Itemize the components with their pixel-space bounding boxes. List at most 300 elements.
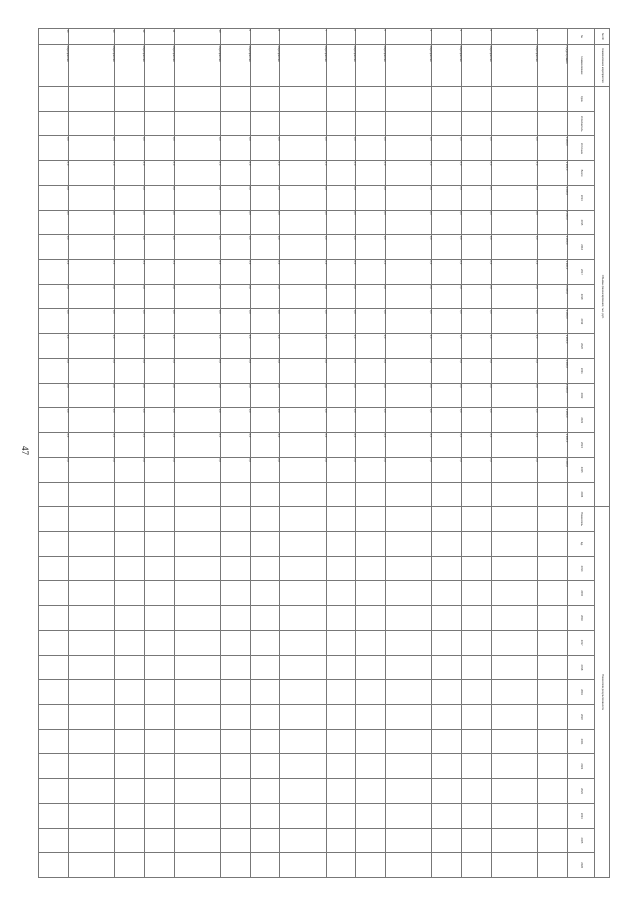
table-cell: 0,0 bbox=[432, 334, 462, 359]
indicator-cell bbox=[115, 853, 145, 878]
indicator-cell bbox=[144, 754, 174, 779]
table-cell: 0,0 bbox=[68, 235, 114, 260]
table-cell: 0,0 bbox=[174, 284, 220, 309]
table-cell: 0,0 bbox=[356, 457, 386, 482]
table-cell: 0,0 bbox=[144, 309, 174, 334]
indicator-cell bbox=[432, 853, 462, 878]
header-name: Наименование мероприятия bbox=[595, 45, 610, 87]
indicator-cell bbox=[356, 680, 386, 705]
table-cell: 1 200,0 bbox=[538, 210, 568, 235]
row-number: 3 bbox=[432, 29, 462, 45]
row-number: 4 bbox=[386, 29, 432, 45]
column-header: 2018 bbox=[568, 655, 595, 680]
table-cell: 1 200,0 bbox=[538, 185, 568, 210]
indicator-cell bbox=[326, 729, 356, 754]
table-cell bbox=[462, 87, 492, 112]
indicator-cell bbox=[174, 754, 220, 779]
indicator-cell bbox=[144, 507, 174, 532]
indicator-cell bbox=[39, 581, 69, 606]
column-header: 2023 bbox=[568, 779, 595, 804]
indicator-cell bbox=[432, 680, 462, 705]
column-header-num: № bbox=[568, 29, 595, 45]
table-cell: 0,0 bbox=[326, 433, 356, 458]
table-cell: 0,0 bbox=[462, 358, 492, 383]
table-cell bbox=[432, 111, 462, 136]
page-number: 47 bbox=[20, 446, 30, 455]
table-row bbox=[326, 29, 356, 878]
column-header: 2021 bbox=[568, 729, 595, 754]
indicator-cell bbox=[538, 606, 568, 631]
column-header: 2020 bbox=[568, 704, 595, 729]
table-row bbox=[220, 29, 250, 878]
table-cell: 0,0 bbox=[432, 358, 462, 383]
table-cell: 0,0 bbox=[280, 408, 326, 433]
indicator-cell bbox=[174, 853, 220, 878]
table-cell: 0,0 bbox=[39, 185, 69, 210]
table-cell: 0,0 bbox=[492, 457, 538, 482]
table-cell: 0,0 bbox=[174, 235, 220, 260]
table-cell: 0,0 bbox=[462, 408, 492, 433]
indicator-cell bbox=[356, 828, 386, 853]
table-cell: 0,0 bbox=[68, 408, 114, 433]
table-cell: 0,0 bbox=[220, 235, 250, 260]
indicator-cell bbox=[492, 704, 538, 729]
table-cell: 0,0 bbox=[39, 358, 69, 383]
table-cell bbox=[538, 111, 568, 136]
indicator-cell bbox=[115, 606, 145, 631]
column-header: Ед. bbox=[568, 531, 595, 556]
row-number bbox=[538, 29, 568, 45]
indicator-cell bbox=[220, 655, 250, 680]
indicator-cell bbox=[492, 630, 538, 655]
indicator-cell bbox=[280, 581, 326, 606]
indicator-cell bbox=[386, 482, 432, 507]
indicator-cell bbox=[432, 507, 462, 532]
indicator-cell bbox=[220, 680, 250, 705]
table-cell: 0,0 bbox=[220, 260, 250, 285]
indicator-cell bbox=[326, 704, 356, 729]
table-row bbox=[174, 29, 220, 878]
table-cell: 0,0 bbox=[144, 136, 174, 161]
indicator-cell bbox=[386, 630, 432, 655]
indicator-cell bbox=[432, 606, 462, 631]
indicator-cell bbox=[144, 482, 174, 507]
table-row bbox=[386, 29, 432, 878]
table-cell: 0,0 bbox=[115, 334, 145, 359]
row-number: 2 bbox=[462, 29, 492, 45]
table-cell: 0,0 bbox=[144, 235, 174, 260]
table-cell: 0,0 bbox=[250, 457, 280, 482]
indicator-cell bbox=[432, 581, 462, 606]
indicator-cell bbox=[538, 630, 568, 655]
table-cell: 0,0 bbox=[356, 284, 386, 309]
table-cell: 0,0 bbox=[39, 457, 69, 482]
indicator-cell bbox=[174, 630, 220, 655]
indicator-cell bbox=[39, 556, 69, 581]
indicator-cell bbox=[68, 581, 114, 606]
table-cell: 0,0 bbox=[492, 235, 538, 260]
indicator-cell bbox=[432, 482, 462, 507]
row-number: 7 bbox=[280, 29, 326, 45]
table-cell: 1 200,0 bbox=[538, 235, 568, 260]
indicator-cell bbox=[280, 606, 326, 631]
table-cell: 0,0 bbox=[39, 235, 69, 260]
table-cell: 0,0 bbox=[174, 161, 220, 186]
table-cell: 0,0 bbox=[326, 260, 356, 285]
table-cell: 0,0 bbox=[280, 136, 326, 161]
table-cell: 0,0 bbox=[115, 358, 145, 383]
table-cell: 1 200,0 bbox=[538, 358, 568, 383]
indicator-cell bbox=[68, 803, 114, 828]
indicator-cell bbox=[538, 507, 568, 532]
indicator-cell bbox=[68, 704, 114, 729]
table-cell: 0,0 bbox=[356, 260, 386, 285]
indicator-cell bbox=[432, 630, 462, 655]
table-cell: 0,0 bbox=[115, 136, 145, 161]
table-row bbox=[144, 29, 174, 878]
indicator-cell bbox=[326, 853, 356, 878]
indicator-cell bbox=[250, 531, 280, 556]
table-cell: 0,0 bbox=[326, 358, 356, 383]
indicator-cell bbox=[115, 754, 145, 779]
table-cell: 0,0 bbox=[432, 457, 462, 482]
table-cell: 0,0 bbox=[386, 210, 432, 235]
table-cell: 0,0 bbox=[280, 358, 326, 383]
column-header: 2016 bbox=[568, 606, 595, 631]
indicator-cell bbox=[386, 853, 432, 878]
table-cell: 0,0 bbox=[220, 185, 250, 210]
row-number: 6 bbox=[326, 29, 356, 45]
column-header: 2019 bbox=[568, 309, 595, 334]
indicator-cell bbox=[115, 531, 145, 556]
table-cell: 0,0 bbox=[68, 260, 114, 285]
indicator-cell bbox=[39, 853, 69, 878]
table-cell bbox=[432, 87, 462, 112]
indicator-cell bbox=[144, 680, 174, 705]
table-cell: 0,0 bbox=[115, 457, 145, 482]
indicator-cell bbox=[144, 779, 174, 804]
table-cell: 0,0 bbox=[250, 136, 280, 161]
indicator-cell bbox=[250, 779, 280, 804]
indicator-cell bbox=[432, 729, 462, 754]
indicator-cell bbox=[220, 581, 250, 606]
indicator-cell bbox=[280, 754, 326, 779]
row-name: Подпрограмма bbox=[538, 45, 568, 87]
indicator-cell bbox=[68, 754, 114, 779]
indicator-cell bbox=[250, 630, 280, 655]
table-cell: 0,0 bbox=[356, 210, 386, 235]
indicator-cell bbox=[115, 680, 145, 705]
indicator-cell bbox=[356, 729, 386, 754]
indicator-cell bbox=[39, 507, 69, 532]
table-cell: 0,0 bbox=[68, 210, 114, 235]
indicator-cell bbox=[115, 704, 145, 729]
table-cell: 0,0 bbox=[144, 260, 174, 285]
row-name: Мероприятие bbox=[68, 45, 114, 87]
table-cell bbox=[538, 87, 568, 112]
indicator-cell bbox=[538, 803, 568, 828]
indicator-cell bbox=[220, 803, 250, 828]
table-cell: 0,0 bbox=[220, 433, 250, 458]
indicator-cell bbox=[280, 680, 326, 705]
indicator-cell bbox=[492, 531, 538, 556]
table-cell: 0,0 bbox=[250, 408, 280, 433]
table-cell: 0,0 bbox=[220, 457, 250, 482]
table-cell bbox=[386, 111, 432, 136]
indicator-cell bbox=[280, 803, 326, 828]
table-cell: 0,0 bbox=[68, 433, 114, 458]
column-header: 2015 bbox=[568, 581, 595, 606]
indicator-cell bbox=[326, 581, 356, 606]
table-cell: 0,0 bbox=[250, 284, 280, 309]
indicator-cell bbox=[326, 507, 356, 532]
table-row bbox=[250, 29, 280, 878]
table-cell: 0,0 bbox=[280, 260, 326, 285]
indicator-cell bbox=[326, 630, 356, 655]
indicator-cell bbox=[386, 803, 432, 828]
column-header-row bbox=[568, 29, 595, 878]
table-cell: 0,0 bbox=[280, 334, 326, 359]
indicator-cell bbox=[68, 853, 114, 878]
table-cell: 0,0 bbox=[174, 358, 220, 383]
table-cell: 0,0 bbox=[386, 284, 432, 309]
indicator-cell bbox=[356, 630, 386, 655]
indicator-cell bbox=[326, 606, 356, 631]
indicator-cell bbox=[144, 655, 174, 680]
indicator-cell bbox=[386, 828, 432, 853]
row-number: 9 bbox=[220, 29, 250, 45]
indicator-cell bbox=[492, 680, 538, 705]
indicator-cell bbox=[220, 729, 250, 754]
table-cell: 1 200,0 bbox=[538, 457, 568, 482]
table-cell: 0,0 bbox=[250, 185, 280, 210]
column-header: 2026 bbox=[568, 853, 595, 878]
column-header: 2017 bbox=[568, 630, 595, 655]
table-cell: 0,0 bbox=[432, 185, 462, 210]
indicator-cell bbox=[280, 655, 326, 680]
table-cell: 0,0 bbox=[39, 210, 69, 235]
row-number: 1 bbox=[492, 29, 538, 45]
table-cell: 0,0 bbox=[432, 383, 462, 408]
column-header: 2026 bbox=[568, 482, 595, 507]
table-cell: 0,0 bbox=[68, 457, 114, 482]
table-cell: 0,0 bbox=[432, 210, 462, 235]
indicator-cell bbox=[250, 828, 280, 853]
indicator-cell bbox=[174, 828, 220, 853]
column-header: 2023 bbox=[568, 408, 595, 433]
indicator-cell bbox=[432, 779, 462, 804]
table-cell: 0,0 bbox=[462, 433, 492, 458]
indicator-cell bbox=[115, 729, 145, 754]
indicator-cell bbox=[432, 704, 462, 729]
column-header: Всего bbox=[568, 161, 595, 186]
row-name: Мероприятие bbox=[220, 45, 250, 87]
table-cell: 0,0 bbox=[462, 383, 492, 408]
indicator-cell bbox=[39, 754, 69, 779]
table-cell: 0,0 bbox=[115, 383, 145, 408]
row-name: Мероприятие bbox=[492, 45, 538, 87]
table-cell: 0,0 bbox=[144, 358, 174, 383]
table-cell: 0,0 bbox=[492, 185, 538, 210]
table-row bbox=[538, 29, 568, 878]
table-cell: 0,0 bbox=[68, 309, 114, 334]
indicator-cell bbox=[174, 556, 220, 581]
indicator-cell bbox=[144, 853, 174, 878]
table-cell: 0,0 bbox=[68, 284, 114, 309]
table-cell: 0,0 bbox=[462, 309, 492, 334]
indicator-cell bbox=[144, 556, 174, 581]
indicator-cell bbox=[250, 507, 280, 532]
indicator-cell bbox=[220, 754, 250, 779]
indicator-cell bbox=[462, 704, 492, 729]
table-cell: 0,0 bbox=[280, 185, 326, 210]
indicator-cell bbox=[280, 729, 326, 754]
indicator-cell bbox=[174, 606, 220, 631]
indicator-cell bbox=[462, 680, 492, 705]
table-cell: 0,0 bbox=[462, 284, 492, 309]
indicator-cell bbox=[462, 754, 492, 779]
table-cell: 0,0 bbox=[115, 433, 145, 458]
table-cell: 0,0 bbox=[492, 408, 538, 433]
table-cell: 0,0 bbox=[144, 334, 174, 359]
table-cell: 0,0 bbox=[462, 235, 492, 260]
indicator-cell bbox=[462, 853, 492, 878]
indicator-cell bbox=[326, 779, 356, 804]
column-header: 2025 bbox=[568, 828, 595, 853]
table-cell: 0,0 bbox=[386, 408, 432, 433]
indicator-cell bbox=[432, 754, 462, 779]
table-cell: 0,0 bbox=[250, 161, 280, 186]
table-cell bbox=[174, 87, 220, 112]
table-cell: 1 200,0 bbox=[538, 136, 568, 161]
table-cell: 0,0 bbox=[250, 260, 280, 285]
table-cell bbox=[144, 111, 174, 136]
table-cell: 1 200,0 bbox=[538, 334, 568, 359]
table-cell: 0,0 bbox=[492, 334, 538, 359]
table-cell bbox=[68, 111, 114, 136]
row-name: Мероприятие bbox=[115, 45, 145, 87]
indicator-cell bbox=[144, 704, 174, 729]
indicator-cell bbox=[356, 779, 386, 804]
indicator-cell bbox=[250, 655, 280, 680]
table-cell bbox=[462, 111, 492, 136]
document-sheet bbox=[38, 28, 610, 878]
indicator-cell bbox=[68, 606, 114, 631]
indicator-cell bbox=[115, 556, 145, 581]
table-cell: 0,0 bbox=[250, 334, 280, 359]
indicator-cell bbox=[144, 531, 174, 556]
header-num: № п/п bbox=[595, 29, 610, 45]
row-name: Мероприятие bbox=[39, 45, 69, 87]
table-cell: 0,0 bbox=[174, 383, 220, 408]
indicator-cell bbox=[462, 828, 492, 853]
indicator-cell bbox=[39, 482, 69, 507]
indicator-cell bbox=[492, 581, 538, 606]
indicator-cell bbox=[492, 482, 538, 507]
table-cell: 0,0 bbox=[68, 334, 114, 359]
table-cell: 0,0 bbox=[174, 260, 220, 285]
table-cell: 0,0 bbox=[386, 334, 432, 359]
table-cell bbox=[326, 111, 356, 136]
indicator-cell bbox=[462, 729, 492, 754]
row-name: Мероприятие bbox=[326, 45, 356, 87]
indicator-cell bbox=[538, 581, 568, 606]
column-header: 2024 bbox=[568, 433, 595, 458]
rotated-table-container bbox=[38, 28, 610, 878]
table-cell: 0,0 bbox=[386, 309, 432, 334]
table-cell: 0,0 bbox=[250, 235, 280, 260]
table-cell: 0,0 bbox=[68, 383, 114, 408]
indicator-cell bbox=[492, 779, 538, 804]
table-cell: 0,0 bbox=[326, 383, 356, 408]
table-cell: 0,0 bbox=[356, 309, 386, 334]
indicator-cell bbox=[326, 655, 356, 680]
table-cell: 0,0 bbox=[39, 161, 69, 186]
table-cell: 0,0 bbox=[432, 136, 462, 161]
column-header: Показатель bbox=[568, 507, 595, 532]
indicator-cell bbox=[386, 531, 432, 556]
indicator-cell bbox=[492, 606, 538, 631]
header-finance: Объемы финансирования, тыс. руб. bbox=[595, 87, 610, 507]
table-cell: 0,0 bbox=[174, 457, 220, 482]
table-cell: 0,0 bbox=[220, 383, 250, 408]
indicator-cell bbox=[115, 581, 145, 606]
indicator-cell bbox=[356, 803, 386, 828]
table-cell: 0,0 bbox=[220, 161, 250, 186]
table-cell: 0,0 bbox=[386, 136, 432, 161]
indicator-cell bbox=[144, 729, 174, 754]
indicator-cell bbox=[39, 803, 69, 828]
header-indicators: Показатели результативности bbox=[595, 507, 610, 878]
table-cell: 0,0 bbox=[356, 433, 386, 458]
table-cell: 0,0 bbox=[386, 383, 432, 408]
table-cell: 0,0 bbox=[492, 284, 538, 309]
indicator-cell bbox=[538, 754, 568, 779]
column-header: 2017 bbox=[568, 260, 595, 285]
indicator-cell bbox=[326, 754, 356, 779]
table-cell: 0,0 bbox=[326, 457, 356, 482]
table-cell bbox=[386, 87, 432, 112]
row-name: Мероприятие bbox=[280, 45, 326, 87]
indicator-cell bbox=[250, 729, 280, 754]
table-cell: 0,0 bbox=[250, 309, 280, 334]
indicator-cell bbox=[386, 704, 432, 729]
table-cell: 0,0 bbox=[144, 408, 174, 433]
table-cell: 0,0 bbox=[280, 161, 326, 186]
table-cell: 0,0 bbox=[356, 185, 386, 210]
table-cell: 0,0 bbox=[356, 334, 386, 359]
indicator-cell bbox=[144, 606, 174, 631]
table-cell bbox=[68, 87, 114, 112]
table-cell: 0,0 bbox=[115, 284, 145, 309]
indicator-cell bbox=[386, 729, 432, 754]
indicator-cell bbox=[280, 482, 326, 507]
table-row bbox=[356, 29, 386, 878]
table-cell bbox=[144, 87, 174, 112]
indicator-cell bbox=[174, 729, 220, 754]
column-header: 2021 bbox=[568, 358, 595, 383]
column-header-name: Наименование bbox=[568, 45, 595, 87]
indicator-cell bbox=[39, 531, 69, 556]
table-cell bbox=[250, 87, 280, 112]
indicator-cell bbox=[538, 556, 568, 581]
table-cell: 0,0 bbox=[386, 235, 432, 260]
indicator-cell bbox=[462, 606, 492, 631]
indicator-cell bbox=[492, 754, 538, 779]
table-cell bbox=[280, 111, 326, 136]
indicator-cell bbox=[68, 556, 114, 581]
table-cell: 0,0 bbox=[386, 457, 432, 482]
